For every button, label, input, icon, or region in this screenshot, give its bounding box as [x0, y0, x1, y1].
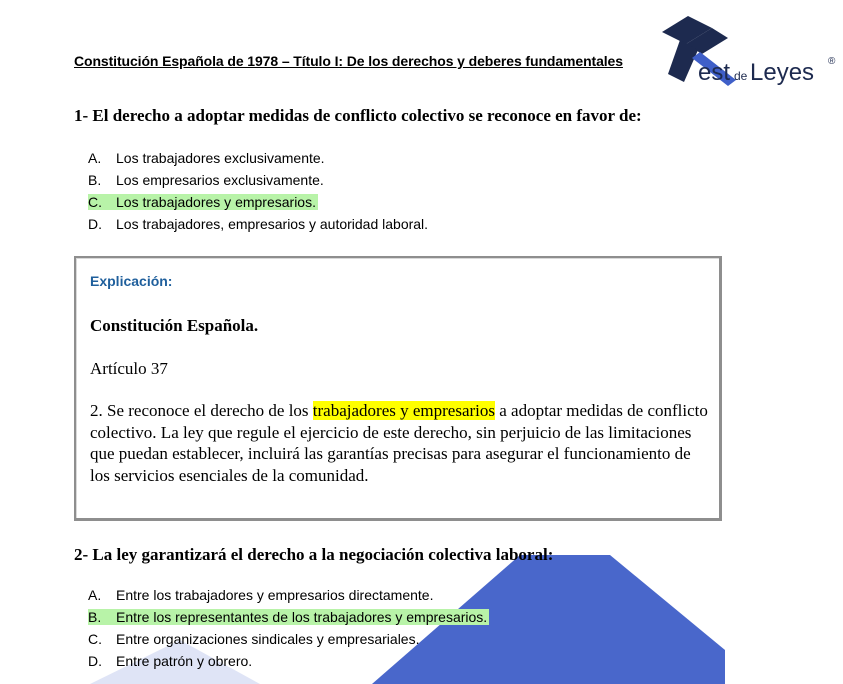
option-2a[interactable]: A. Entre los trabajadores y empresarios directamente.	[88, 587, 434, 603]
option-1d[interactable]: D. Los trabajadores, empresarios y autoridad laboral.	[88, 216, 429, 232]
explanation-text: 2. Se reconoce el derecho de los trabajadores y empresarios a adoptar medidas de conflicto colectivo. La ley que regule el ejercicio de este derecho, sin perjuicio de las limitaciones que puedan establecer, incluirá las garantías precisas para asegurar el funcionamiento de los servicios esenciales de la comunidad.	[90, 401, 708, 485]
logo-text-est: est	[698, 59, 731, 86]
logo-text-de: de	[734, 69, 748, 83]
explanation-label: Explicación:	[90, 273, 173, 289]
explanation-highlight: trabajadores y empresarios	[312, 401, 495, 420]
option-2b-correct[interactable]: B. Entre los representantes de los trabajadores y empresarios.	[88, 609, 488, 625]
logo-text-leyes: Leyes	[750, 59, 815, 86]
option-1a[interactable]: A. Los trabajadores exclusivamente.	[88, 150, 325, 166]
testdeleyes-logo	[640, 10, 840, 90]
logo-registered: ®	[828, 56, 836, 67]
document-title: Constitución Española de 1978 – Título I: De los derechos y deberes fundamentales	[74, 53, 623, 69]
option-2c[interactable]: C. Entre organizaciones sindicales y empresariales.	[88, 631, 420, 647]
explanation-article: Artículo 37	[90, 359, 168, 378]
option-1b[interactable]: B. Los empresarios exclusivamente.	[88, 172, 324, 188]
question-1-options	[88, 147, 428, 235]
option-1c-correct[interactable]: C. Los trabajadores y empresarios.	[88, 194, 316, 210]
question-2-options	[88, 584, 489, 672]
question-2: 2- La ley garantizará el derecho a la negociación colectiva laboral:	[74, 545, 554, 564]
explanation-box	[74, 256, 722, 521]
question-1: 1- El derecho a adoptar medidas de conflicto colectivo se reconoce en favor de:	[74, 106, 642, 125]
explanation-heading: Constitución Española.	[90, 316, 259, 335]
option-2d[interactable]: D. Entre patrón y obrero.	[88, 653, 253, 669]
